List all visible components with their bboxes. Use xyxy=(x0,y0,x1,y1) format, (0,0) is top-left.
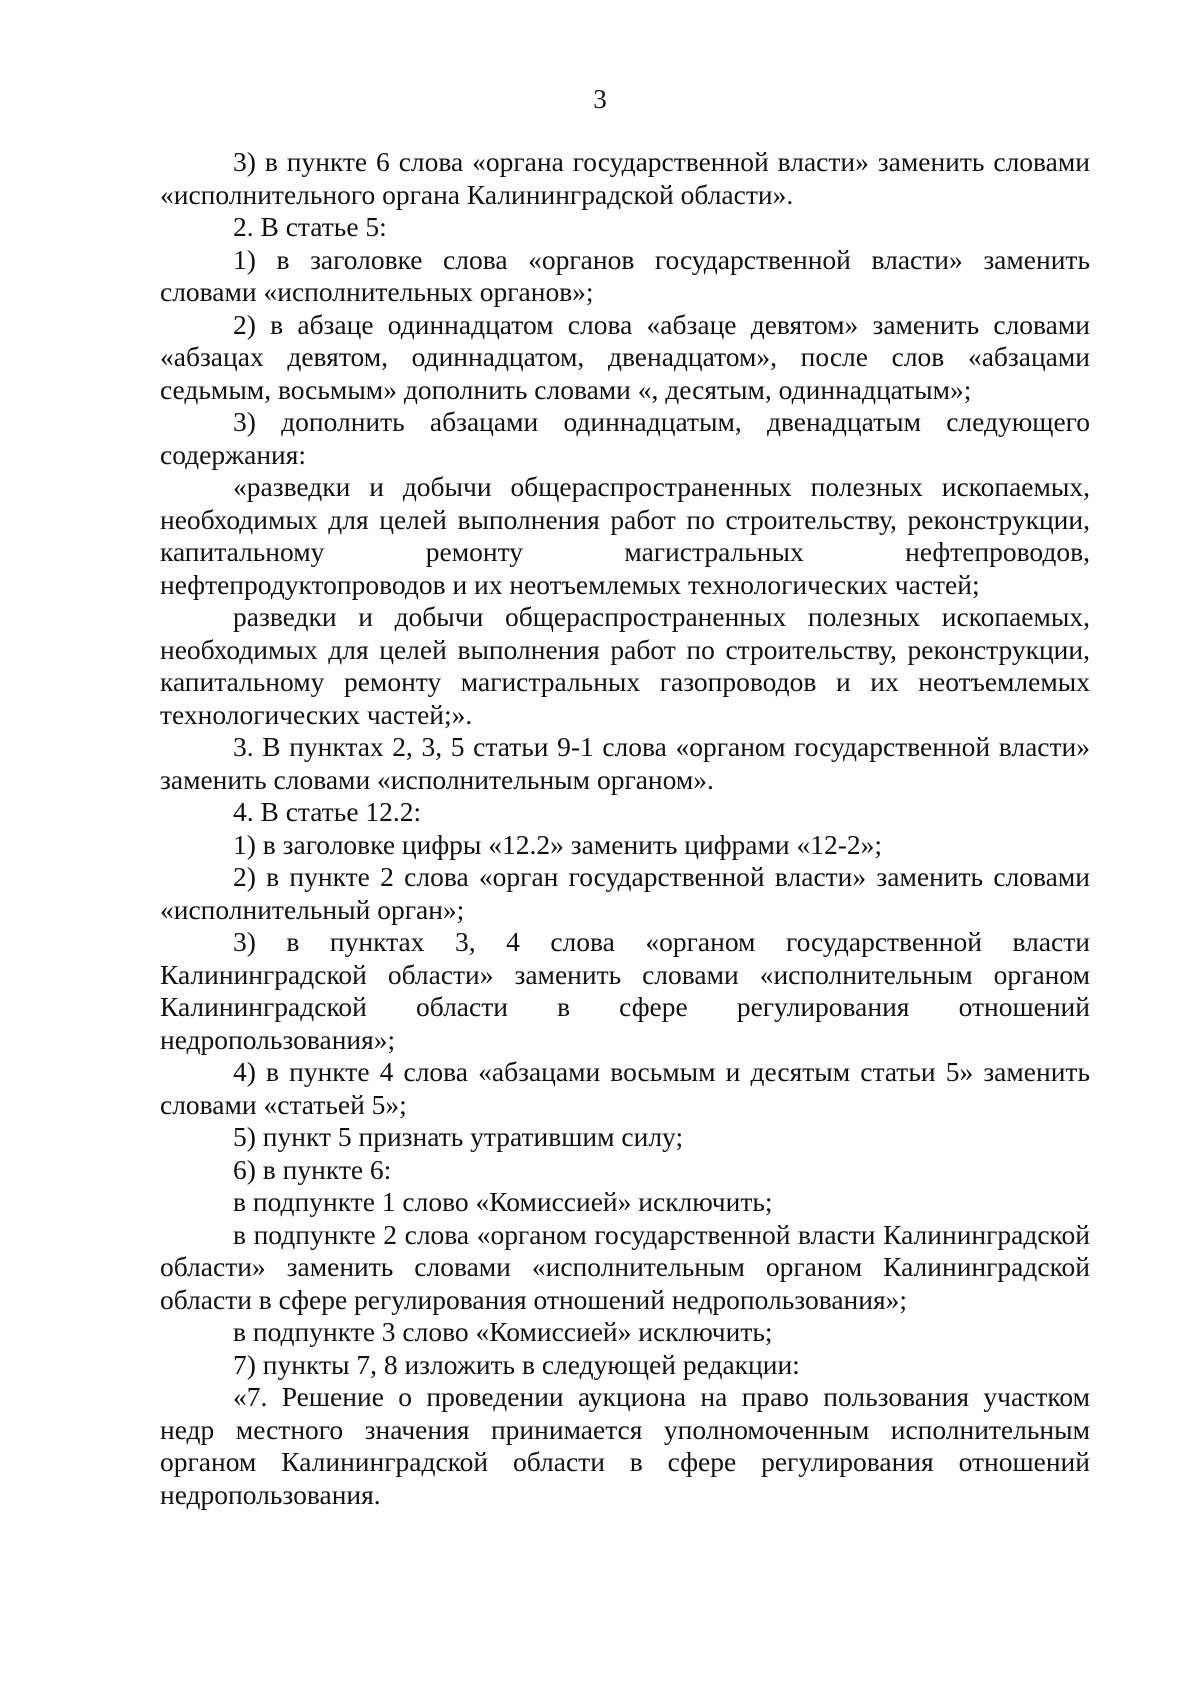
paragraph: 7) пункты 7, 8 изложить в следующей редакции: xyxy=(233,1348,800,1380)
paragraph: 2. В статье 5: xyxy=(233,211,387,242)
paragraph: 3. В пунктах 2, 3, 5 статьи 9-1 слова «органом государственной власти» заменить словами «исполнительным органом». xyxy=(160,731,1090,795)
paragraph: 2) в пункте 2 слова «орган государственной власти» заменить словами «исполнительный орган»; xyxy=(160,861,1090,925)
paragraph: 1) в заголовке слова «органов государственной власти» заменить словами «исполнительных органов»; xyxy=(160,243,1090,307)
paragraph: разведки и добычи общераспространенных полезных ископаемых, необходимых для целей выполнения работ по строительству, реконструкции, капитальному ремонту магистральных газопроводов и их неотъемлемых технологических частей;». xyxy=(160,601,1090,730)
paragraph: 1) в заголовке цифры «12.2» заменить цифрами «12-2»; xyxy=(233,828,883,860)
page-number: 3 xyxy=(593,84,607,114)
paragraph: в подпункте 2 слова «органом государственной власти Калининградской области» заменить словами «исполнительным органом Калининградской области в сфере регулирования отношений недропользования»; xyxy=(160,1218,1090,1315)
paragraph: 4) в пункте 4 слова «абзацами восьмым и десятым статьи 5» заменить словами «статьей 5»; xyxy=(160,1056,1090,1120)
paragraph: в подпункте 3 слово «Комиссией» исключить; xyxy=(233,1316,773,1347)
paragraph: 2) в абзаце одиннадцатом слова «абзаце девятом» заменить словами «абзацах девятом, одиннадцатом, двенадцатом», после слов «абзацами седьмым, восьмым» дополнить словами «, десятым, одиннадцатым»; xyxy=(160,308,1090,405)
paragraph: «7. Решение о проведении аукциона на право пользования участком недр местного значения принимается уполномоченным исполнительным органом Калининградской области в сфере регулирования отношений недропользования. xyxy=(160,1381,1090,1510)
paragraph: в подпункте 1 слово «Комиссией» исключить; xyxy=(233,1186,773,1217)
paragraph: 6) в пункте 6: xyxy=(233,1153,392,1185)
document-body xyxy=(160,146,1090,1511)
paragraph: 4. В статье 12.2: xyxy=(233,796,422,827)
paragraph: 3) в пунктах 3, 4 слова «органом государственной власти Калининградской области» заменить словами «исполнительным органом Калининградской области в сфере регулирования отношений недропользования»; xyxy=(160,926,1090,1055)
paragraph: 3) дополнить абзацами одиннадцатым, двенадцатым следующего содержания: xyxy=(160,406,1090,470)
paragraph: 5) пункт 5 признать утратившим силу; xyxy=(233,1121,684,1152)
paragraph: 3) в пункте 6 слова «органа государственной власти» заменить словами «исполнительного органа Калининградской области». xyxy=(160,146,1090,210)
paragraph: «разведки и добычи общераспространенных полезных ископаемых, необходимых для целей выполнения работ по строительству, реконструкции, капитальному ремонту магистральных нефтепроводов, нефтепродуктопроводов и их неотъемлемых технологических частей; xyxy=(160,471,1090,600)
